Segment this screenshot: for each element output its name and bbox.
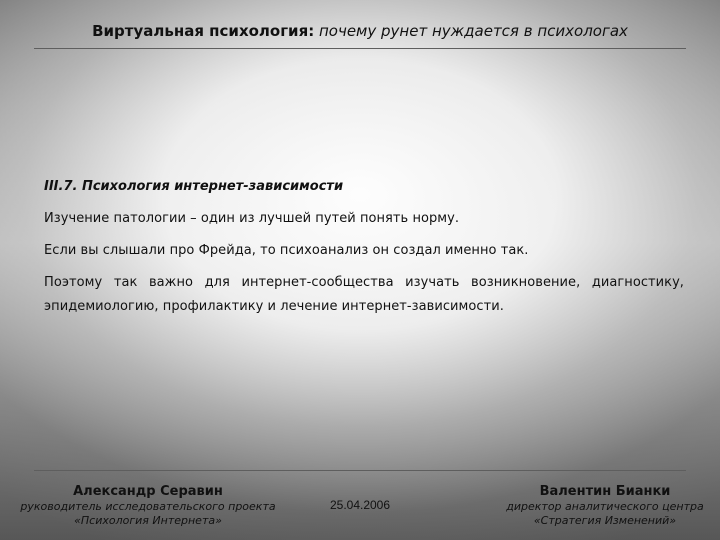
section-title: III.7. Психология интернет-зависимости [44, 179, 344, 194]
footer-divider [34, 470, 686, 471]
author-right-name: Валентин Бианки [539, 484, 671, 499]
slide-date: 25.04.2006 [329, 498, 391, 512]
author-right-role-line1: директор аналитического центра [506, 500, 704, 513]
slide-subtitle: почему рунет нуждается в психологах [318, 22, 628, 40]
slide-header [34, 18, 686, 49]
slide-title: Виртуальная психология: [92, 22, 315, 40]
paragraph-3: Поэтому так важно для интернет-сообщества изучать возникновение, диагностику, эпидемиологию, профилактику и лечение интернет-зависимости. [44, 275, 684, 314]
slide-content [44, 178, 684, 327]
author-left-role-line1: руководитель исследовательского проекта [20, 500, 276, 513]
author-left-name: Александр Серавин [73, 484, 223, 499]
paragraph-1: Изучение патологии – один из лучшей путей понять норму. [44, 211, 460, 226]
paragraph-2: Если вы слышали про Фрейда, то психоанализ он создал именно так. [44, 243, 529, 258]
author-left-role-line2: «Психология Интернета» [74, 514, 222, 527]
author-right-role-line2: «Стратегия Изменений» [533, 514, 677, 527]
author-left [8, 484, 288, 528]
author-right [490, 484, 720, 528]
